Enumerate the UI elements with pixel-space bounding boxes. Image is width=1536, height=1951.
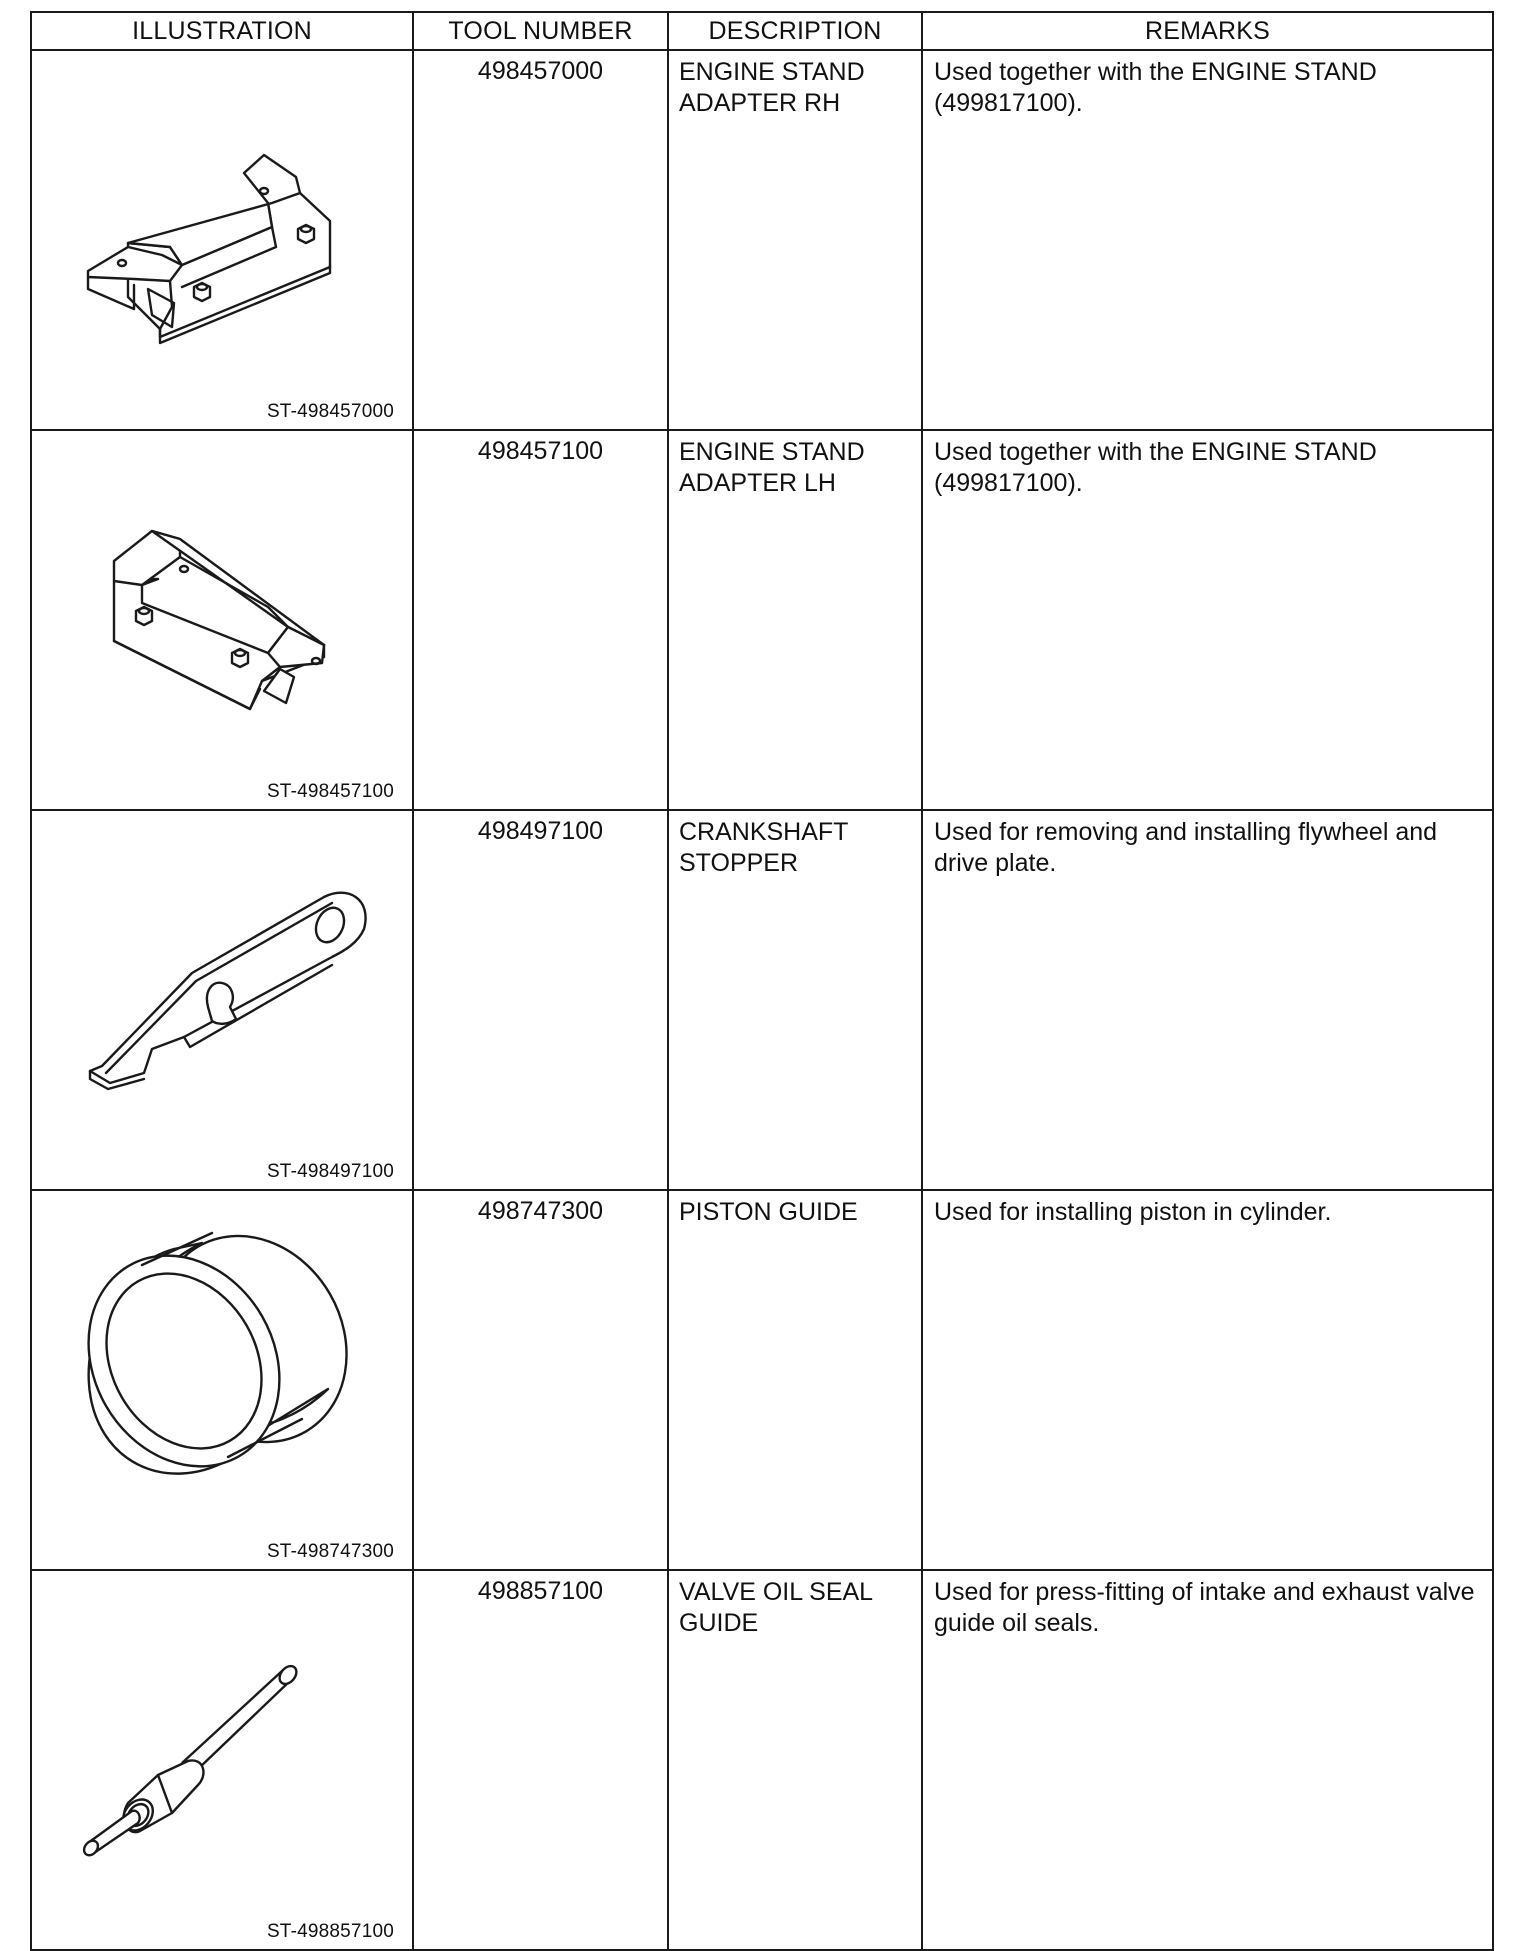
engine-stand-adapter-lh-drawing (32, 431, 412, 803)
table-row (31, 430, 1493, 810)
remarks-cell (922, 50, 1493, 430)
description-cell (668, 810, 922, 1190)
illustration-cell (31, 1190, 413, 1570)
table-row (31, 1190, 1493, 1570)
illustration-cell (31, 810, 413, 1190)
description: VALVE OIL SEAL GUIDE (679, 1578, 873, 1637)
piston-guide-drawing (32, 1191, 412, 1563)
description: CRANKSHAFT STOPPER (679, 818, 849, 877)
remarks-cell (922, 1570, 1493, 1950)
illustration-code: ST-498457100 (266, 781, 394, 802)
tool-number-cell (413, 1570, 668, 1950)
description: ENGINE STAND ADAPTER RH (679, 58, 865, 117)
tool-number: 498857100 (477, 1577, 604, 1605)
illustration-code: ST-498497100 (266, 1161, 394, 1182)
description-cell (668, 1570, 922, 1950)
crankshaft-stopper-drawing (32, 811, 412, 1183)
remarks-cell (922, 810, 1493, 1190)
header-description: DESCRIPTION (668, 12, 922, 50)
illustration-cell (31, 50, 413, 430)
table-row (31, 1570, 1493, 1950)
tool-number: 498457100 (477, 437, 604, 465)
tool-number: 498457000 (477, 57, 604, 85)
table-row (31, 50, 1493, 430)
illustration-code: ST-498457000 (266, 401, 394, 422)
header-illustration: ILLUSTRATION (31, 12, 413, 50)
remarks: Used for installing piston in cylinder. (934, 1198, 1332, 1226)
description-cell (668, 1190, 922, 1570)
tool-number: 498497100 (477, 817, 604, 845)
description-cell (668, 50, 922, 430)
illustration-code: ST-498747300 (266, 1541, 394, 1562)
description-cell (668, 430, 922, 810)
tool-number: 498747300 (477, 1197, 604, 1225)
header-remarks: REMARKS (922, 12, 1493, 50)
illustration-cell (31, 430, 413, 810)
tool-number-cell (413, 50, 668, 430)
tool-number-cell (413, 430, 668, 810)
remarks-cell (922, 1190, 1493, 1570)
table-row (31, 810, 1493, 1190)
remarks: Used together with the ENGINE STAND (499817100). (934, 438, 1377, 497)
remarks-cell (922, 430, 1493, 810)
illustration-cell (31, 1570, 413, 1950)
illustration-code: ST-498857100 (266, 1921, 394, 1942)
valve-oil-seal-guide-drawing (32, 1571, 412, 1943)
header-tool-number: TOOL NUMBER (413, 12, 668, 50)
engine-stand-adapter-rh-drawing (32, 51, 412, 423)
description: ENGINE STAND ADAPTER LH (679, 438, 865, 497)
description: PISTON GUIDE (679, 1198, 858, 1226)
remarks: Used for press-fitting of intake and exhaust valve guide oil seals. (934, 1578, 1475, 1637)
header-row (31, 12, 1493, 50)
remarks: Used for removing and installing flywheel and drive plate. (934, 818, 1438, 877)
remarks: Used together with the ENGINE STAND (499817100). (934, 58, 1377, 117)
tool-number-cell (413, 1190, 668, 1570)
special-tools-table (30, 11, 1494, 1951)
tool-number-cell (413, 810, 668, 1190)
